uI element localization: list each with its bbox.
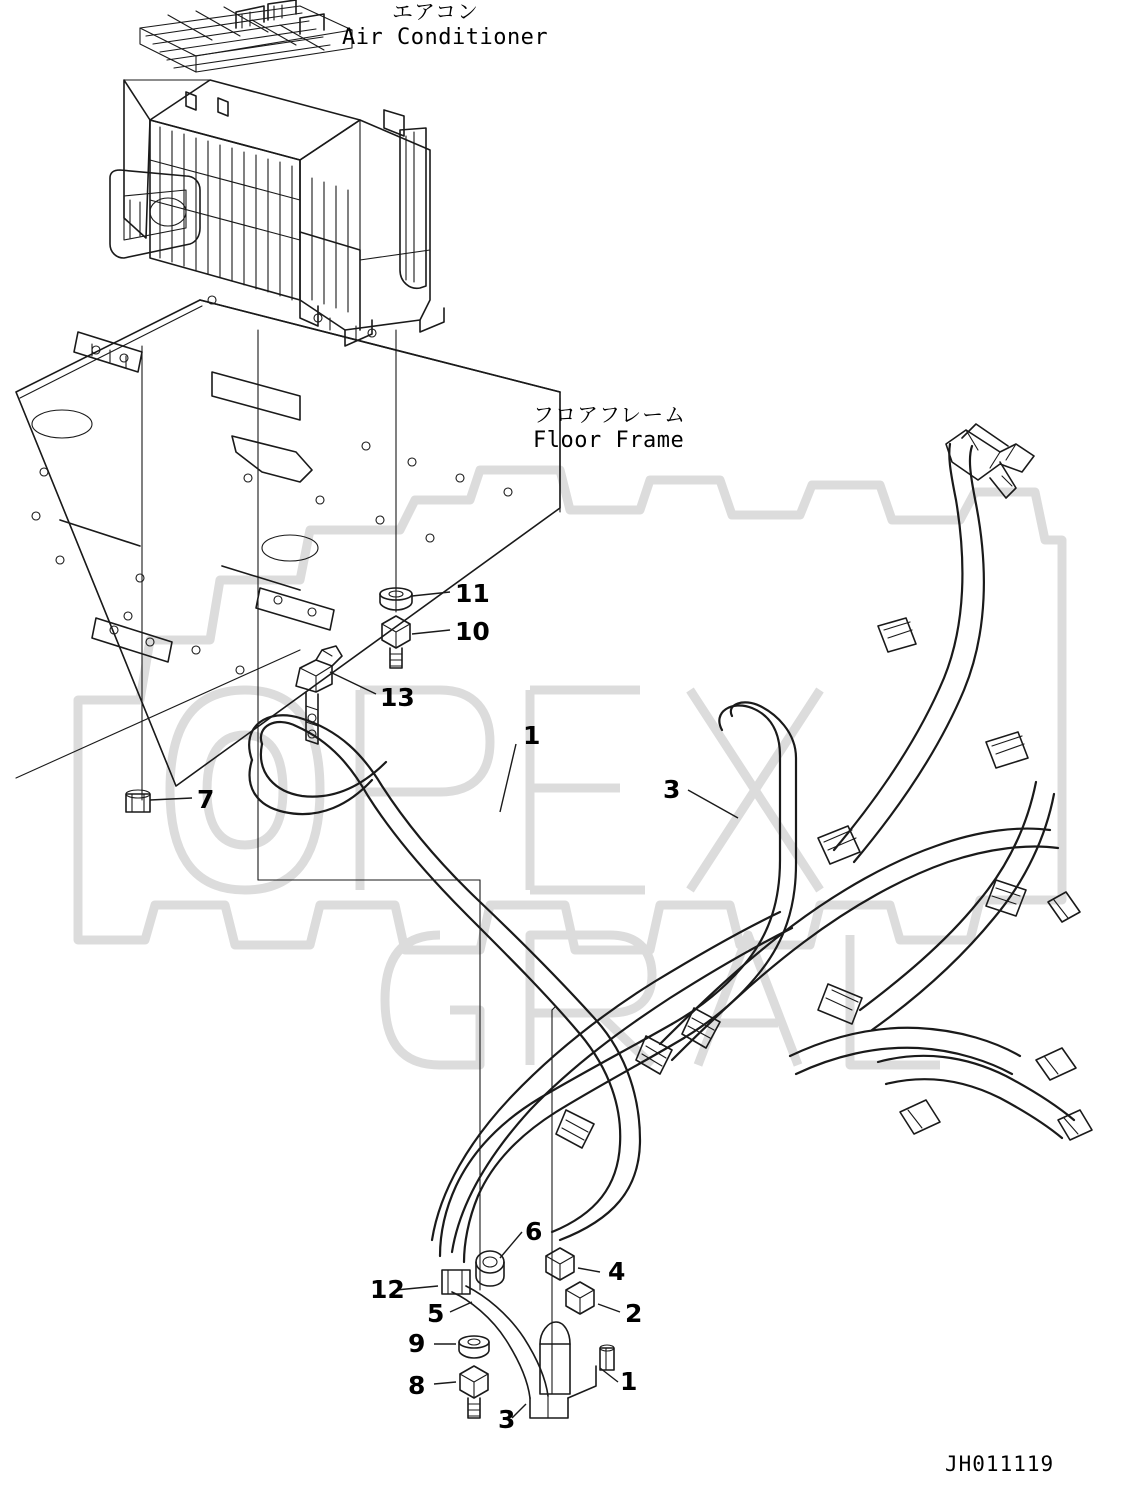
drawing-number: JH011119 — [945, 1452, 1055, 1476]
part-7-bushing — [126, 790, 150, 812]
callout-5: 5 — [427, 1299, 445, 1328]
title-air-conditioner-jp: エアコン — [392, 0, 479, 24]
hose-end-fittings-right — [900, 892, 1092, 1140]
hose-assembly — [249, 424, 1092, 1262]
callout-1: 1 — [523, 721, 541, 750]
callout-12: 12 — [370, 1275, 405, 1304]
title-floor-frame-en: Floor Frame — [533, 428, 685, 453]
floor-frame-plate — [16, 296, 560, 786]
callout-11: 11 — [455, 579, 490, 608]
title-floor-frame-jp: フロアフレーム — [533, 403, 687, 427]
part-2-nut — [566, 1282, 594, 1314]
callout-1-lower: 1 — [620, 1367, 638, 1396]
callout-8: 8 — [408, 1371, 426, 1400]
watermark-graphic — [78, 470, 1062, 1065]
callout-3-lower: 3 — [498, 1405, 516, 1434]
part-9-washer — [459, 1336, 489, 1358]
callout-10: 10 — [455, 617, 490, 646]
callout-6: 6 — [525, 1217, 543, 1246]
callout-2: 2 — [625, 1299, 643, 1328]
callout-7: 7 — [197, 785, 215, 814]
part-4-nut — [546, 1248, 574, 1280]
hose-end-fittings-top-right — [946, 424, 1034, 498]
callout-13: 13 — [380, 683, 415, 712]
projection-lines — [142, 330, 556, 1360]
part-10-bolt — [382, 616, 410, 668]
callout-9: 9 — [408, 1329, 426, 1358]
callout-3: 3 — [663, 775, 681, 804]
callout-4: 4 — [608, 1257, 626, 1286]
part-8-bolt — [460, 1366, 488, 1418]
title-air-conditioner-en: Air Conditioner — [342, 25, 549, 50]
part-12-clamp — [442, 1270, 470, 1294]
air-conditioner-unit — [110, 0, 444, 346]
part-1-bottom-fitting — [540, 1322, 614, 1394]
